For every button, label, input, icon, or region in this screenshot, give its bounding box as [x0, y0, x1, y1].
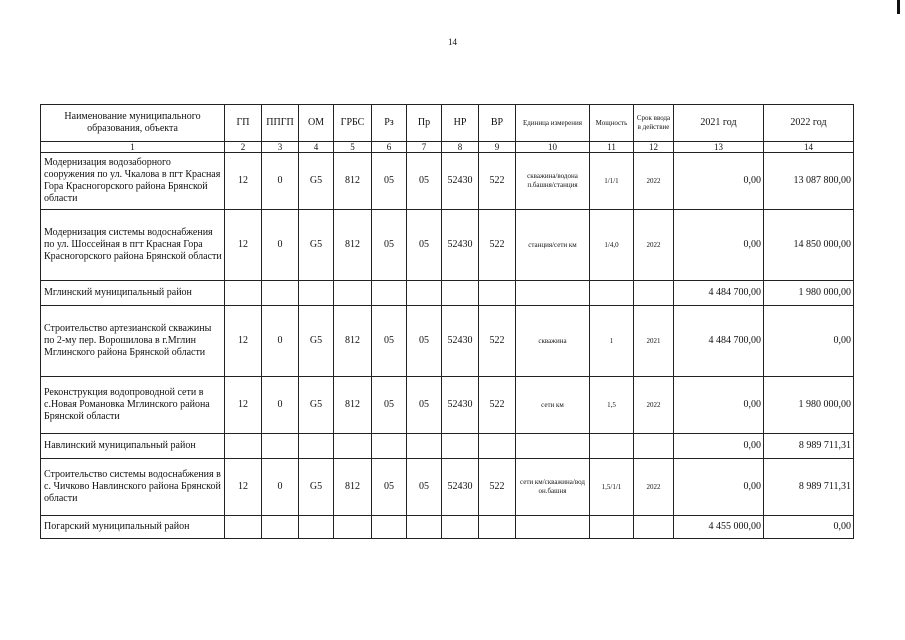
- budget-table: [40, 104, 854, 539]
- page-number: 14: [448, 37, 457, 47]
- cell-grbs: 812: [334, 306, 372, 377]
- cell-unit: сети км: [516, 377, 590, 434]
- district-name: Навлинский муниципальный район: [41, 434, 225, 459]
- cell-2022: 0,00: [764, 516, 854, 539]
- cell-ppgp: 0: [262, 306, 299, 377]
- header-power: Мощность: [590, 105, 634, 142]
- cell-grbs: 812: [334, 153, 372, 210]
- column-number: 1: [41, 142, 225, 153]
- cell-2021: 0,00: [674, 459, 764, 516]
- header-term: Срок ввода в действие: [634, 105, 674, 142]
- column-number: 6: [372, 142, 407, 153]
- header-np: НР: [442, 105, 479, 142]
- cell-gp: 12: [225, 210, 262, 281]
- cell-rz: 05: [372, 306, 407, 377]
- cell-om: G5: [299, 377, 334, 434]
- header-row: [41, 105, 854, 142]
- cell-vr: 522: [479, 153, 516, 210]
- cell-pr: 05: [407, 153, 442, 210]
- table-row: [41, 459, 854, 516]
- column-number: 4: [299, 142, 334, 153]
- cell-np: 52430: [442, 459, 479, 516]
- cell-term: 2022: [634, 210, 674, 281]
- scan-edge-mark: [897, 0, 900, 14]
- table-row: [41, 153, 854, 210]
- header-2021: 2021 год: [674, 105, 764, 142]
- cell-grbs: 812: [334, 377, 372, 434]
- header-pr: Пр: [407, 105, 442, 142]
- cell-np: 52430: [442, 306, 479, 377]
- object-name: Модернизация системы водоснабжения по ул. Шоссейная в пгт Красная Гора Красногорского района Брянской области: [41, 210, 225, 281]
- header-vr: ВР: [479, 105, 516, 142]
- district-row: [41, 516, 854, 539]
- cell-om: G5: [299, 306, 334, 377]
- cell-np: 52430: [442, 210, 479, 281]
- column-number: 14: [764, 142, 854, 153]
- cell-power: 1,5: [590, 377, 634, 434]
- cell-2022: 14 850 000,00: [764, 210, 854, 281]
- cell-power: 1,5/1/1: [590, 459, 634, 516]
- cell-vr: 522: [479, 377, 516, 434]
- column-number: 11: [590, 142, 634, 153]
- cell-om: G5: [299, 153, 334, 210]
- cell-om: G5: [299, 210, 334, 281]
- cell-ppgp: 0: [262, 210, 299, 281]
- cell-2022: 13 087 800,00: [764, 153, 854, 210]
- header-om: ОМ: [299, 105, 334, 142]
- header-2022: 2022 год: [764, 105, 854, 142]
- district-name: Погарский муниципальный район: [41, 516, 225, 539]
- object-name: Реконструкция водопроводной сети в с.Новая Романовка Мглинского района Брянской области: [41, 377, 225, 434]
- object-name: Модернизация водозаборного сооружения по ул. Чкалова в пгт Красная Гора Красногорского района Брянской области: [41, 153, 225, 210]
- column-number: 2: [225, 142, 262, 153]
- cell-power: 1/4,0: [590, 210, 634, 281]
- cell-gp: 12: [225, 459, 262, 516]
- cell-om: G5: [299, 459, 334, 516]
- object-name: Строительство системы водоснабжения в с. Чичково Навлинского района Брянской области: [41, 459, 225, 516]
- cell-2022: 8 989 711,31: [764, 434, 854, 459]
- district-row: [41, 281, 854, 306]
- cell-gp: 12: [225, 153, 262, 210]
- column-number: 3: [262, 142, 299, 153]
- cell-pr: 05: [407, 377, 442, 434]
- cell-pr: 05: [407, 210, 442, 281]
- cell-2022: 8 989 711,31: [764, 459, 854, 516]
- column-number: 13: [674, 142, 764, 153]
- header-rz: Рз: [372, 105, 407, 142]
- cell-2021: 0,00: [674, 210, 764, 281]
- cell-2021: 0,00: [674, 434, 764, 459]
- header-name: Наименование муниципального образования, объекта: [41, 105, 225, 142]
- cell-rz: 05: [372, 377, 407, 434]
- cell-unit: скважина: [516, 306, 590, 377]
- cell-vr: 522: [479, 459, 516, 516]
- cell-2021: 4 455 000,00: [674, 516, 764, 539]
- table-row: [41, 377, 854, 434]
- cell-term: 2022: [634, 459, 674, 516]
- cell-2021: 4 484 700,00: [674, 306, 764, 377]
- cell-gp: 12: [225, 377, 262, 434]
- column-number: 12: [634, 142, 674, 153]
- cell-2021: 4 484 700,00: [674, 281, 764, 306]
- cell-vr: 522: [479, 210, 516, 281]
- district-row: [41, 434, 854, 459]
- cell-ppgp: 0: [262, 459, 299, 516]
- header-grbs: ГРБС: [334, 105, 372, 142]
- cell-ppgp: 0: [262, 377, 299, 434]
- table-row: [41, 306, 854, 377]
- cell-pr: 05: [407, 306, 442, 377]
- cell-term: 2022: [634, 377, 674, 434]
- cell-rz: 05: [372, 210, 407, 281]
- cell-2022: 0,00: [764, 306, 854, 377]
- column-number: 9: [479, 142, 516, 153]
- header-unit: Единица измерения: [516, 105, 590, 142]
- cell-ppgp: 0: [262, 153, 299, 210]
- cell-term: 2021: [634, 306, 674, 377]
- cell-grbs: 812: [334, 210, 372, 281]
- district-name: Мглинский муниципальный район: [41, 281, 225, 306]
- cell-2021: 0,00: [674, 377, 764, 434]
- cell-np: 52430: [442, 377, 479, 434]
- cell-pr: 05: [407, 459, 442, 516]
- header-gp: ГП: [225, 105, 262, 142]
- cell-rz: 05: [372, 153, 407, 210]
- column-number-row: [41, 142, 854, 153]
- table-row: [41, 210, 854, 281]
- cell-2022: 1 980 000,00: [764, 377, 854, 434]
- cell-unit: станция/сети км: [516, 210, 590, 281]
- object-name: Строительство артезианской скважины по 2-му пер. Ворошилова в г.Мглин Мглинского района Брянской области: [41, 306, 225, 377]
- cell-np: 52430: [442, 153, 479, 210]
- column-number: 7: [407, 142, 442, 153]
- cell-2021: 0,00: [674, 153, 764, 210]
- cell-power: 1/1/1: [590, 153, 634, 210]
- cell-gp: 12: [225, 306, 262, 377]
- column-number: 5: [334, 142, 372, 153]
- cell-unit: сети км/скважина/вод он.башня: [516, 459, 590, 516]
- header-ppgp: ППГП: [262, 105, 299, 142]
- cell-2022: 1 980 000,00: [764, 281, 854, 306]
- cell-power: 1: [590, 306, 634, 377]
- cell-unit: скважина/водона п.башня/станция: [516, 153, 590, 210]
- cell-vr: 522: [479, 306, 516, 377]
- cell-term: 2022: [634, 153, 674, 210]
- column-number: 10: [516, 142, 590, 153]
- cell-rz: 05: [372, 459, 407, 516]
- cell-grbs: 812: [334, 459, 372, 516]
- column-number: 8: [442, 142, 479, 153]
